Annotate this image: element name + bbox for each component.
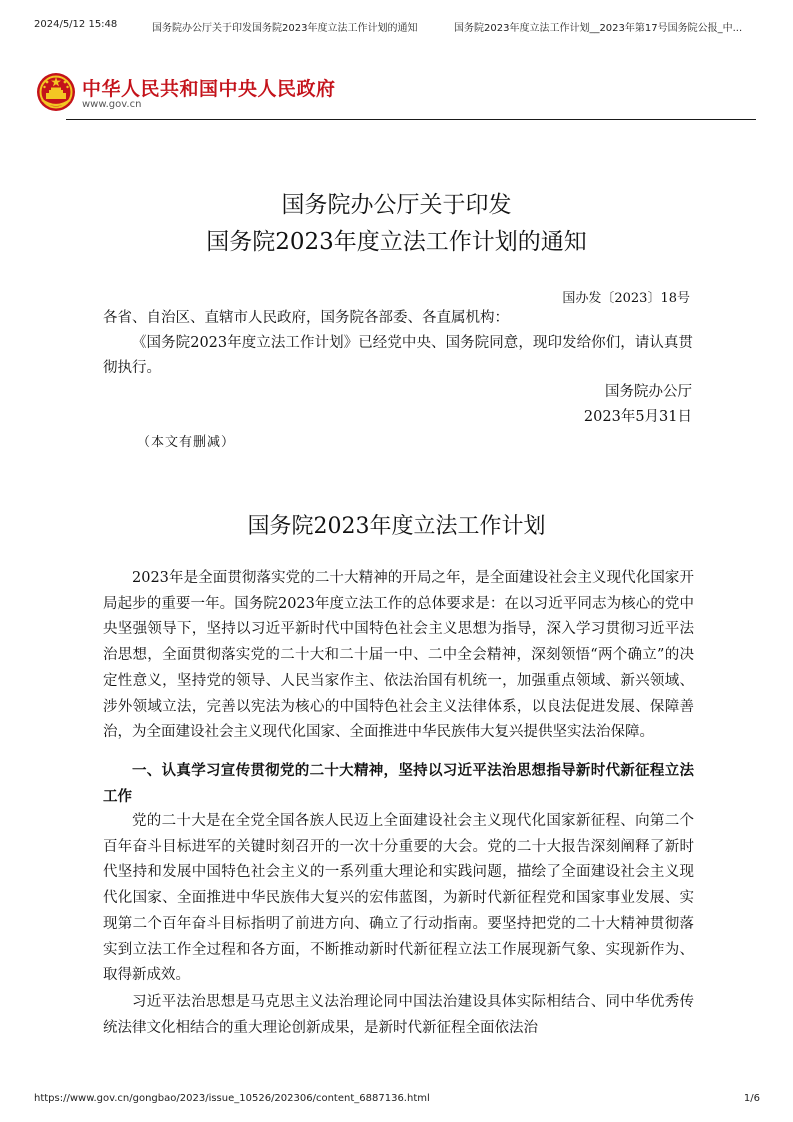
notice-title-line2: 国务院2023年度立法工作计划的通知	[206, 229, 587, 255]
print-page-title: 国务院办公厅关于印发国务院2023年度立法工作计划的通知	[152, 23, 418, 34]
section-heading: 一、认真学习宣传贯彻党的二十大精神，坚持以习近平法治思想指导新时代新征程立法工作	[103, 762, 694, 805]
print-url: https://www.gov.cn/gongbao/2023/issue_10526/202306/content_6887136.html	[34, 1093, 430, 1104]
plan-paragraph: 2023年是全面贯彻落实党的二十大精神的开局之年，是全面建设社会主义现代化国家开局起步的重要一年。国务院2023年度立法工作的总体要求是：在以习近平同志为核心的党中央坚强领导下，坚持以习近平新时代中国特色社会主义思想为指导，深入学习贯彻习近平法治思想，全面贯彻落实党的二十大和二十届一中、二中全会精神，深刻领悟“两个确立”的决定性意义，坚持党的领导、人民当家作主、依法治国有机统一，加强重点领域、新兴领域、涉外领域立法，完善以宪法为核心的中国特色社会主义法律体系，以良法促进发展、保障善治，为全面建设社会主义现代化国家、全面推进中华民族伟大复兴提供坚实法治保障。	[103, 570, 694, 741]
plan-title: 国务院2023年度立法工作计划	[247, 514, 546, 539]
national-emblem-icon	[36, 72, 76, 112]
plan-paragraph: 习近平法治思想是马克思主义法治理论同中国法治建设具体实际相结合、同中华优秀传统法律文化相结合的重大理论创新成果，是新时代新征程全面依法治	[103, 994, 694, 1036]
issue-number: 国办发〔2023〕18号	[562, 291, 690, 306]
notice-title-line1: 国务院办公厅关于印发	[281, 192, 512, 218]
site-name: 中华人民共和国中央人民政府	[82, 78, 336, 100]
print-document-title: 国务院2023年度立法工作计划__2023年第17号国务院公报_中...	[454, 23, 743, 34]
print-footer	[34, 1093, 760, 1109]
signing-date: 2023年5月31日	[583, 409, 692, 425]
header-divider	[66, 119, 756, 120]
print-datetime: 2024/5/12 15:48	[34, 19, 118, 30]
abridged-note: （本文有删减）	[137, 435, 236, 450]
addressee: 各省、自治区、直辖市人民政府，国务院各部委、各直属机构：	[103, 310, 509, 326]
signing-organization: 国务院办公厅	[605, 384, 692, 400]
site-header	[36, 72, 756, 120]
page-number: 1/6	[743, 1093, 760, 1104]
site-url: www.gov.cn	[82, 99, 142, 110]
plan-paragraph: 党的二十大是在全党全国各族人民迈上全面建设社会主义现代化国家新征程、向第二个百年奋斗目标进军的关键时刻召开的一次十分重要的大会。党的二十大报告深刻阐释了新时代坚持和发展中国特色社会主义的一系列重大理论和实践问题，描绘了全面建设社会主义现代化国家、全面推进中华民族伟大复兴的宏伟蓝图，为新时代新征程党和国家事业发展、实现第二个百年奋斗目标指明了前进方向、确立了行动指南。要坚持把党的二十大精神贯彻落实到立法工作全过程和各方面，不断推动新时代新征程立法工作展现新气象、实现新作为、取得新成效。	[103, 813, 694, 984]
notice-body: 《国务院2023年度立法工作计划》已经党中央、国务院同意，现印发给你们，请认真贯彻执行。	[103, 335, 693, 376]
print-header	[34, 19, 764, 35]
